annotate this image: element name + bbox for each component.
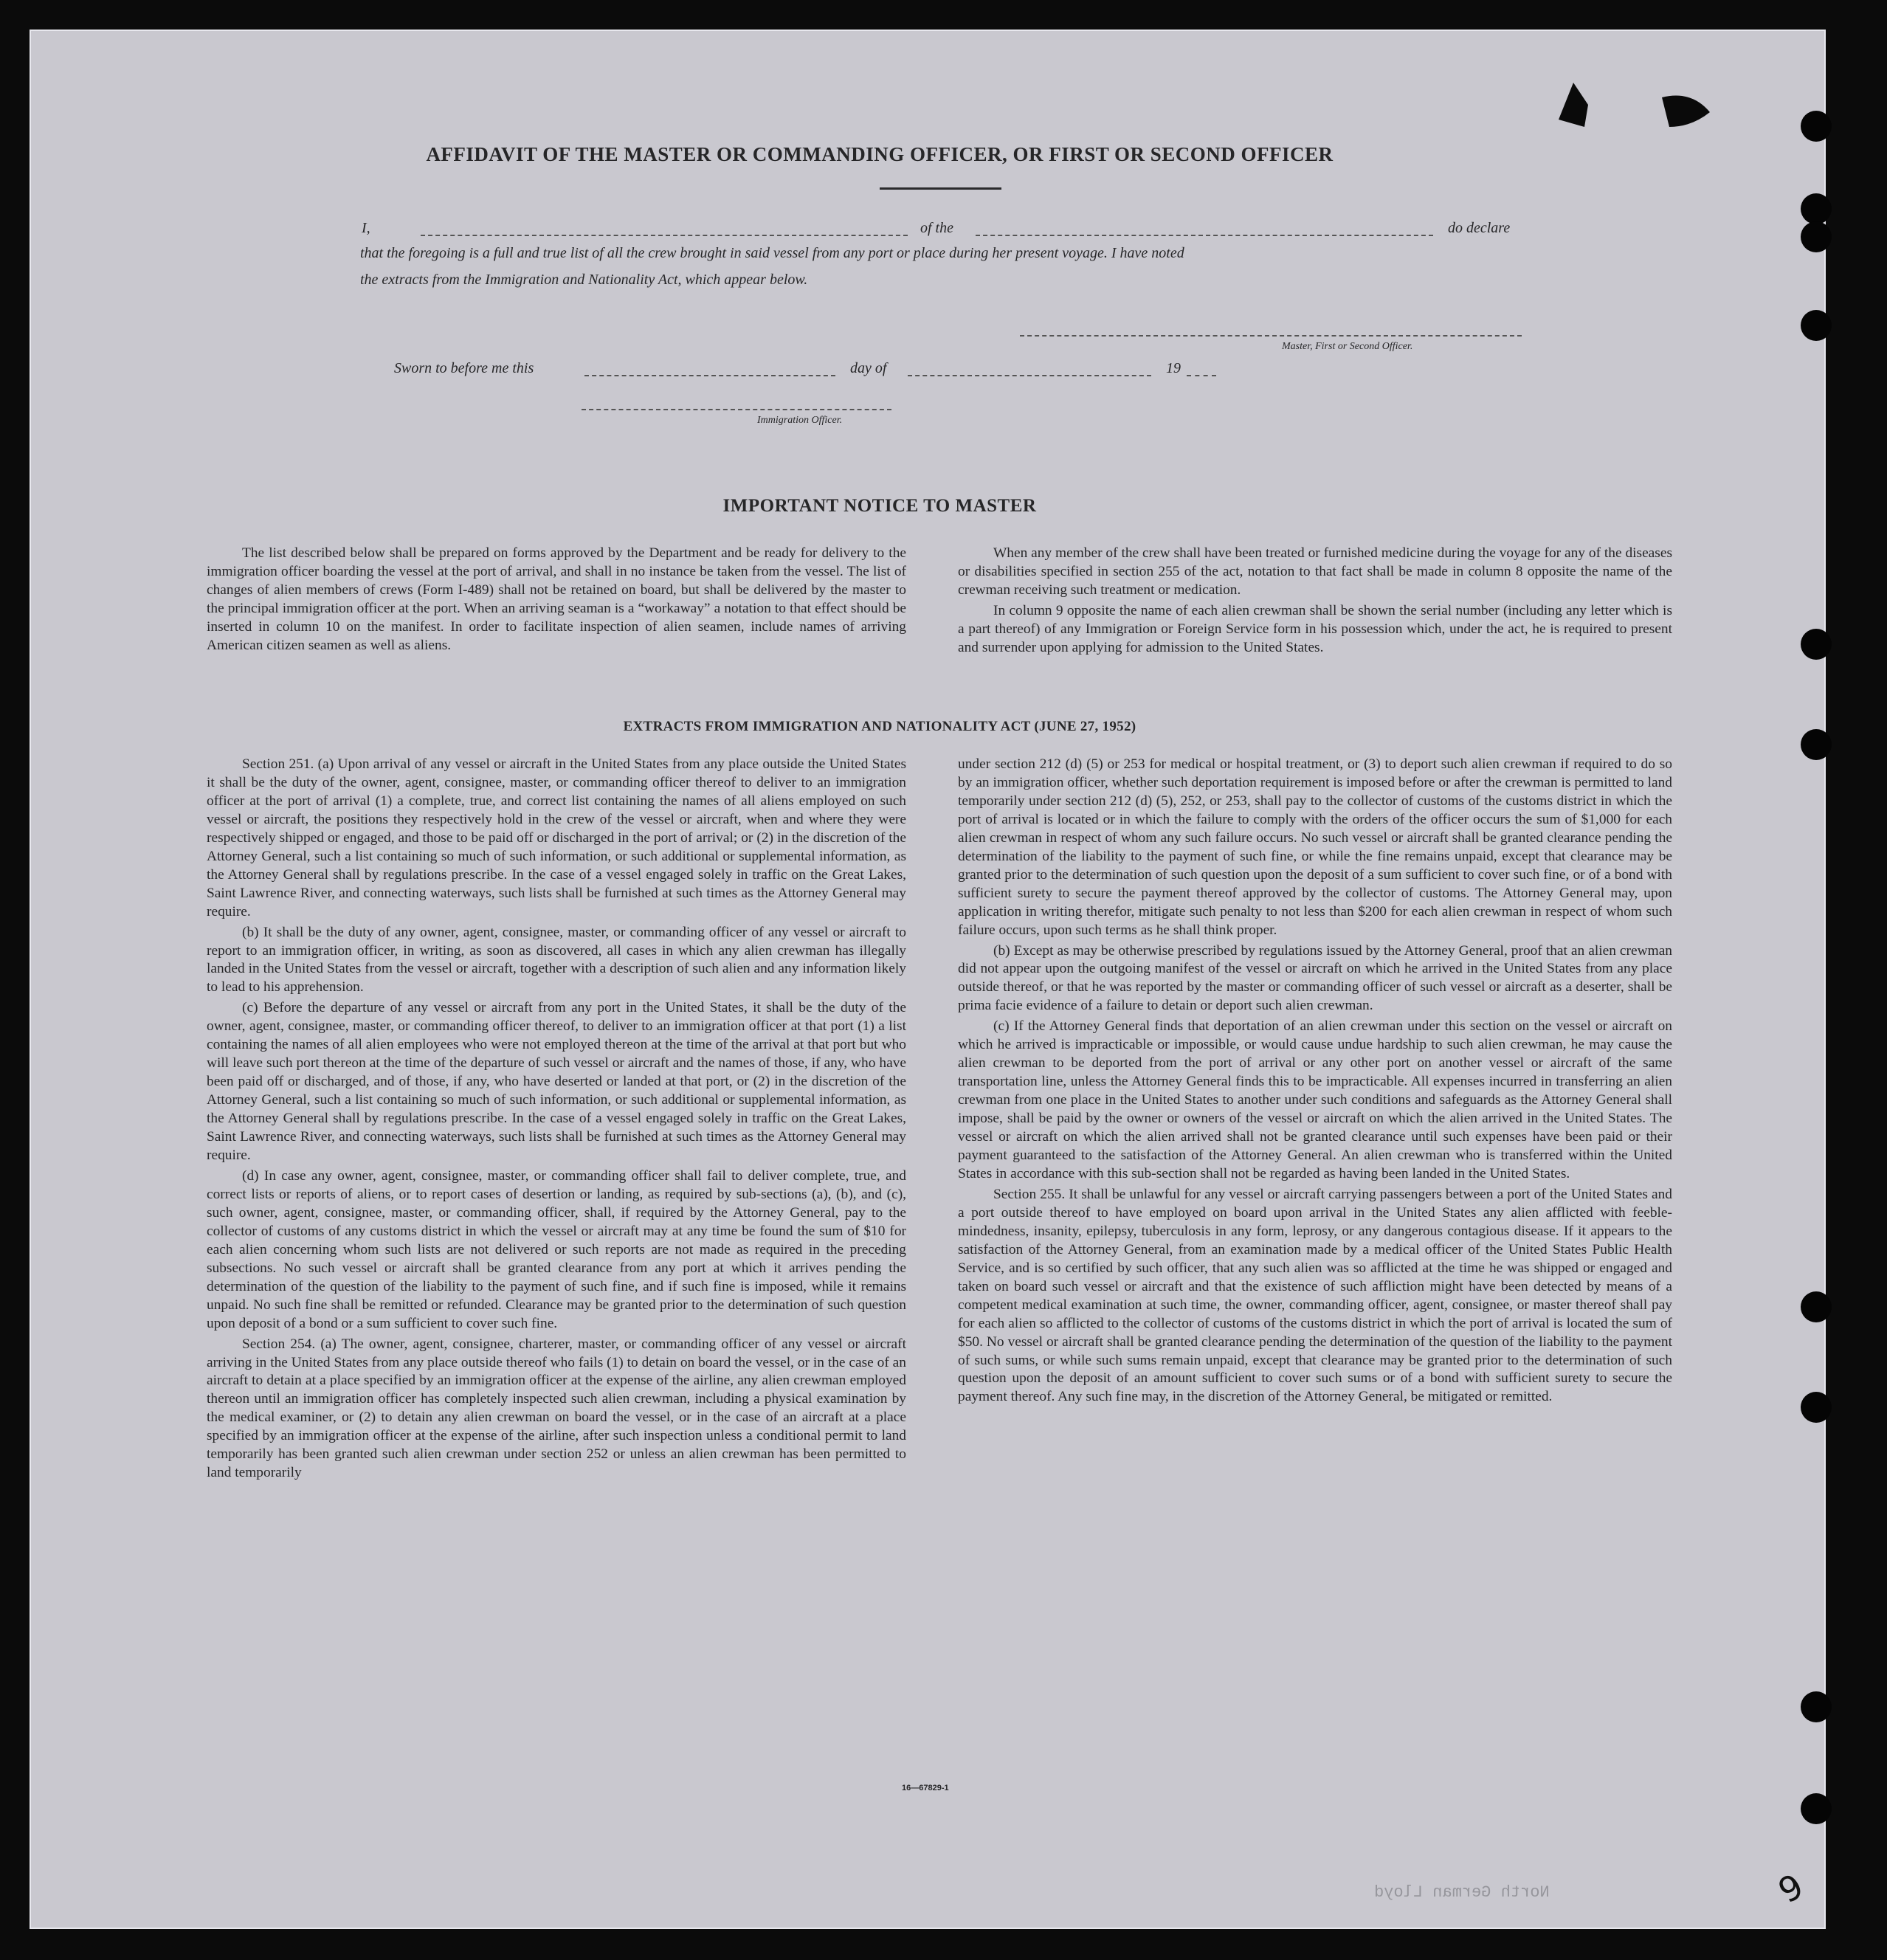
notice-right-column bbox=[958, 545, 1672, 660]
extract-paragraph: (b) It shall be the duty of any owner, agent, consignee, master, or commanding officer of any vessel or aircraft to report to an immigration officer, in writing, as soon as discovered, all cases in which any alien crewman has illegally landed in the United States from the vessel or aircraft, together with a description of such alien and any information likely to lead to his apprehension. bbox=[207, 924, 906, 995]
master-signature-line[interactable] bbox=[1020, 335, 1522, 337]
torn-mark bbox=[1544, 75, 1714, 134]
form-number: 16—67829-1 bbox=[902, 1784, 949, 1792]
affidavit-line3: the extracts from the Immigration and Nationality Act, which appear below. bbox=[360, 272, 808, 288]
extracts-right-column bbox=[958, 756, 1672, 1409]
affidavit-line2: that the foregoing is a full and true list of all the crew brought in said vessel from any port or place during her present voyage. I have noted bbox=[360, 245, 1184, 261]
punch-hole bbox=[1801, 1291, 1832, 1322]
sworn-year: 19 bbox=[1166, 360, 1181, 376]
master-signature-caption: Master, First or Second Officer. bbox=[1282, 341, 1413, 352]
punch-hole bbox=[1801, 111, 1832, 142]
sworn-day-field[interactable] bbox=[584, 375, 835, 376]
punch-hole bbox=[1801, 221, 1832, 252]
affidavit-title: AFFIDAVIT OF THE MASTER OR COMMANDING OFFICER, OR FIRST OR SECOND OFFICER bbox=[426, 143, 1334, 165]
extract-paragraph: under section 212 (d) (5) or 253 for medical or hospital treatment, or (3) to deport such alien crewman if required to do so by an immigration officer, whether such deportation requirement is imposed before or after the crewman is permitted to land temporarily under section 212 (d) (5), 252, or 253, shall pay to the collector of customs of the customs district in which the port of arrival is located or in which the failure to comply with the orders of the officer occurs the sum of $1,000 for each alien crewman in respect of whom any such failure occurs. No such vessel or aircraft shall be granted clearance pending the determination of the liability to the payment of such fine, or while the fine remains unpaid, except that clearance may be granted prior to the determination of such question upon the deposit of a sum sufficient to cover such fine, or of a bond with sufficient surety to secure the payment thereof approved by the collector of customs. The Attorney General may, upon application in writing therefor, mitigate such penalty to not less than $200 for each alien crewman in respect of whom such failure occurs, upon such terms as he shall think proper. bbox=[958, 756, 1672, 938]
punch-hole bbox=[1801, 1793, 1832, 1824]
affidavit-line1-suffix: do declare bbox=[1448, 220, 1511, 236]
affidavit-line1-mid: of the bbox=[920, 220, 953, 236]
bleed-through-text: North German Lloyd bbox=[1374, 1883, 1550, 1902]
page-mark: 9 bbox=[1771, 1866, 1810, 1911]
title-rule bbox=[880, 187, 1001, 190]
extract-paragraph: Section 255. It shall be unlawful for any vessel or aircraft carrying passengers between a port of the United States and a port outside thereof to have employed on board upon arrival in the United States any alien afflicted with feeble-mindedness, insanity, epilepsy, tuberculosis in any form, leprosy, or any dangerous contagious disease. If it appears to the satisfaction of the Attorney General, from an examination made by a medical officer of the United States Public Health Service, and is so certified by such officer, that any such alien was so afflicted at the time he was shipped or engaged and taken on board such vessel or aircraft and that the existence of such affliction might have been detected by means of a competent medical examination at such time, the owner, commanding officer, agent, consignee, or master thereof shall pay for each alien so afflicted to the collector of customs of the customs district in which the port of arrival is located the sum of $50. No vessel or aircraft shall be granted clearance pending the determination of the question of the liability to the payment of such sums, or while such sums remain unpaid, except that clearance may be granted prior to the determination of such question upon the deposit of an amount sufficient to cover such sums or of a bond with sufficient surety to secure the payment thereof. Any such fine may, in the discretion of the Attorney General, be mitigated or remitted. bbox=[958, 1186, 1672, 1405]
sworn-prefix: Sworn to before me this bbox=[394, 360, 534, 376]
notice-right-paragraph: In column 9 opposite the name of each alien crewman shall be shown the serial number (including any letter which is a part thereof) of any Immigration or Foreign Service form in his possession which, under the act, he is required to present and surrender upon applying for admission to the United States. bbox=[958, 602, 1672, 655]
extract-paragraph: (c) Before the departure of any vessel or aircraft from any port in the United States, it shall be the duty of the owner, agent, consignee, master, or commanding officer thereof, to deliver to an immigration officer at that port (1) a list containing the names of all alien employees who were not employed thereon at the time of the arrival at that port but who will leave such port thereon at the time of the departure of such vessel or aircraft and the names of those, if any, who have been paid off or discharged, and of those, if any, who have deserted or landed at that port, or (2) in the discretion of the Attorney General, such a list containing so much of such information, or such additional or supplemental information, as the Attorney General shall by regulations prescribe. In the case of a vessel engaged solely in traffic on the Great Lakes, Saint Lawrence River, and connecting waterways, such lists shall be furnished at such times as the Attorney General may require. bbox=[207, 1000, 906, 1164]
notice-left-column bbox=[207, 545, 906, 658]
extract-paragraph: Section 254. (a) The owner, agent, consignee, charterer, master, or commanding officer of any vessel or aircraft arriving in the United States from any place outside thereof who fails (1) to detain on board the vessel, or in the case of an aircraft to detain at a place specified by an immigration officer at the expense of the airline, any alien crewman employed thereon until an immigration officer has completely inspected such alien crewman, including a physical examination by the medical examiner, or (2) to detain any alien crewman on board the vessel, or in the case of an aircraft at a place specified by an immigration officer at the expense of the airline, after such inspection unless a conditional permit to land temporarily has been granted such alien crewman under section 252 or unless an alien crewman has been permitted to land temporarily bbox=[207, 1336, 906, 1481]
extract-paragraph: (b) Except as may be otherwise prescribed by regulations issued by the Attorney General, proof that an alien crewman did not appear upon the outgoing manifest of the vessel or aircraft on which he arrived in the United States from any place outside thereof, or that he was reported by the master or commanding officer of such vessel or aircraft as a deserter, shall be prima facie evidence of a failure to detain or deport such alien crewman. bbox=[958, 942, 1672, 1014]
notice-left-paragraph: The list described below shall be prepared on forms approved by the Department and be ready for delivery to the immigration officer boarding the vessel at the port of arrival, and shall in no instance be taken from the vessel. The list of changes of alien members of crews (Form I-489) shall not be retained on board, but shall be delivered by the master to the principal immigration officer at the port. When an arriving seaman is a “workaway” a notation to that effect should be inserted in column 10 on the manifest. In order to facilitate inspection of alien seamen, include names of arriving American citizen seamen as well as aliens. bbox=[207, 545, 906, 653]
sworn-year-field[interactable] bbox=[1187, 375, 1216, 376]
punch-hole bbox=[1801, 1691, 1832, 1722]
sworn-mid: day of bbox=[850, 360, 887, 376]
punch-hole bbox=[1801, 629, 1832, 660]
officer-signature-line[interactable] bbox=[582, 409, 891, 410]
punch-hole bbox=[1801, 1392, 1832, 1423]
vessel-field[interactable] bbox=[976, 235, 1433, 236]
officer-caption: Immigration Officer. bbox=[757, 415, 843, 426]
extract-paragraph: Section 251. (a) Upon arrival of any vessel or aircraft in the United States from any place outside the United States it shall be the duty of the owner, agent, consignee, master, or commanding officer thereof to deliver to an immigration officer at the port of arrival (1) a complete, true, and correct list containing the names of all aliens employed on such vessel or aircraft, the positions they respectively hold in the crew of the vessel or aircraft, when and where they were respectively shipped or engaged, and those to be paid off or discharged in the port of arrival; or (2) in the discretion of the Attorney General, such a list containing so much of such information, or such additional or supplemental information, as the Attorney General shall by regulations prescribe. In the case of a vessel engaged solely in traffic on the Great Lakes, Saint Lawrence River, and connecting waterways, such lists shall be furnished at such times as the Attorney General may require. bbox=[207, 756, 906, 919]
punch-hole bbox=[1801, 193, 1832, 224]
sworn-month-field[interactable] bbox=[908, 375, 1151, 376]
name-field[interactable] bbox=[421, 235, 908, 236]
extracts-title: EXTRACTS FROM IMMIGRATION AND NATIONALITY ACT (JUNE 27, 1952) bbox=[623, 719, 1136, 734]
affidavit-line1-prefix: I, bbox=[362, 220, 370, 236]
notice-title: IMPORTANT NOTICE TO MASTER bbox=[722, 496, 1037, 516]
extracts-left-column bbox=[207, 756, 906, 1485]
punch-hole bbox=[1801, 729, 1832, 760]
document-page bbox=[30, 30, 1826, 1929]
punch-hole bbox=[1801, 310, 1832, 341]
extract-paragraph: (c) If the Attorney General finds that deportation of an alien crewman under this section on the vessel or aircraft on which he arrived is impracticable or impossible, or would cause undue hardship to such alien crewman, he may cause the alien crewman to be deported from the port of arrival or any other port on another vessel or aircraft of the same transportation line, unless the Attorney General finds this to be impracticable. All expenses incurred in transferring an alien crewman from one place in the United States to another under such conditions and safeguards as the Attorney General shall impose, shall be paid by the owner or owners of the vessel or aircraft on which the alien arrived in the United States. The vessel or aircraft on which the alien arrived shall not be granted clearance until such expenses have been paid or their payment guaranteed to the satisfaction of the Attorney General. An alien crewman who is transferred within the United States in accordance with this sub-section shall not be regarded as having been landed in the United States. bbox=[958, 1018, 1672, 1181]
extract-paragraph: (d) In case any owner, agent, consignee, master, or commanding officer shall fail to deliver complete, true, and correct lists or reports of aliens, or to report cases of desertion or landing, as required by sub-sections (a), (b), and (c), such owner, agent, consignee, master, or commanding officer, shall, if required by the Attorney General, pay to the collector of customs of any customs district in which the vessel or aircraft may at any time be found the sum of $10 for each alien concerning whom such lists are not delivered or such reports are not made as required in the preceding subsections. No such vessel or aircraft shall be granted clearance from any port at which it arrives pending the determination of the question of the liability to the payment of such fine, and if such fine is imposed, while it remains unpaid. No such fine shall be remitted or refunded. Clearance may be granted prior to the determination of such question upon deposit of a bond or a sum sufficient to cover such fine. bbox=[207, 1167, 906, 1331]
notice-right-paragraph: When any member of the crew shall have been treated or furnished medicine during the voyage for any of the diseases or disabilities specified in section 255 of the act, notation to that fact shall be made in column 8 opposite the name of the crewman receiving such treatment or medication. bbox=[958, 545, 1672, 598]
